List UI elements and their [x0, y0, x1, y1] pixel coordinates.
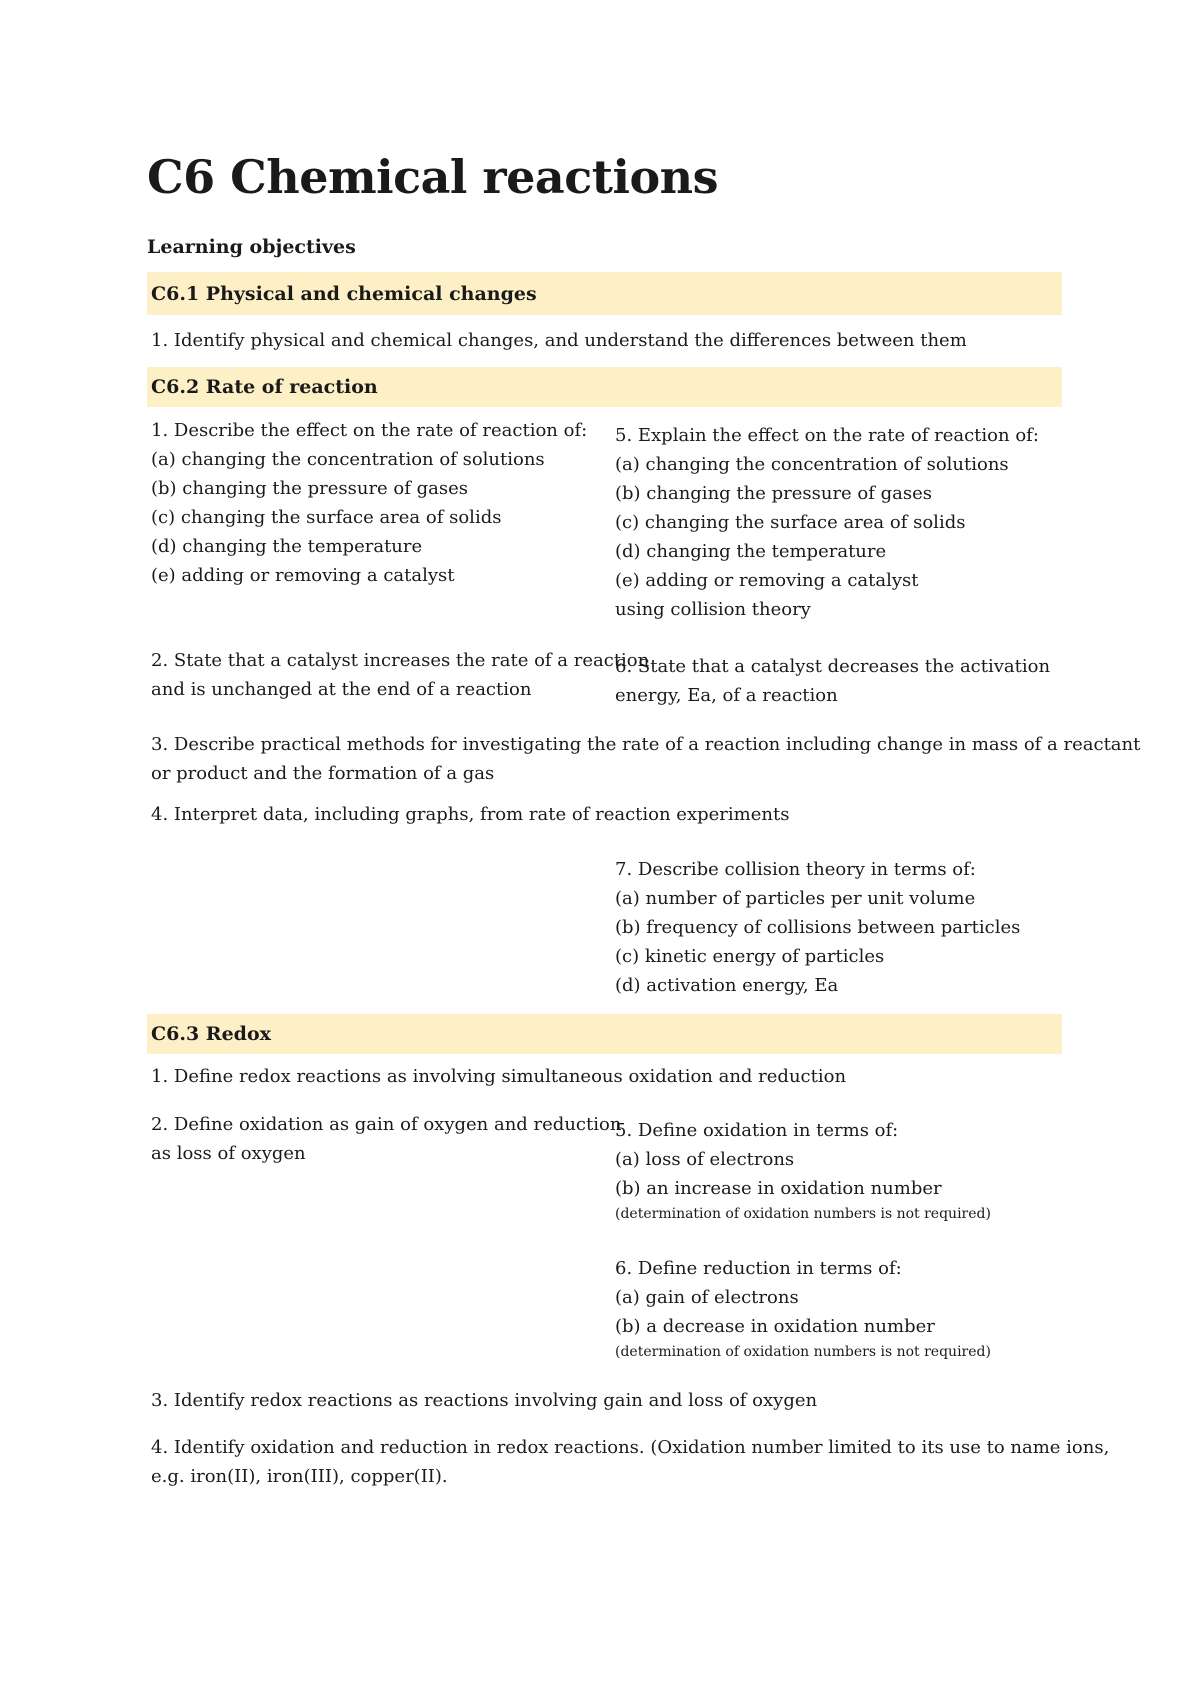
objective-line: 4. Identify oxidation and reduction in redox reactions. (Oxidation number limited to its use to name ions, — [151, 1437, 1110, 1458]
objective-line: (e) adding or removing a catalyst — [615, 570, 919, 591]
objective-line: 1. Identify physical and chemical changes, and understand the differences between them — [151, 330, 967, 351]
objective-line: (c) changing the surface area of solids — [151, 507, 502, 528]
objective-line: (b) an increase in oxidation number — [615, 1178, 942, 1199]
objective-line: (d) changing the temperature — [615, 541, 887, 562]
objective-line: (c) changing the surface area of solids — [615, 512, 966, 533]
objective-line: and is unchanged at the end of a reaction — [151, 679, 532, 700]
objective-line: (b) changing the pressure of gases — [615, 483, 933, 504]
learning-objectives-heading: Learning objectives — [147, 236, 356, 258]
objective-line: 6. State that a catalyst decreases the activation — [615, 656, 1051, 677]
objective-line: (a) gain of electrons — [615, 1287, 799, 1308]
section-heading-c6-2: C6.2 Rate of reaction — [147, 367, 1062, 407]
objective-line: 6. Define reduction in terms of: — [615, 1258, 902, 1279]
objective-c6-2-item-6 — [615, 652, 1060, 710]
objective-note: (determination of oxidation numbers is not required) — [615, 1344, 991, 1360]
objective-c6-1-item-1 — [151, 326, 1061, 355]
objective-line: 3. Identify redox reactions as reactions involving gain and loss of oxygen — [151, 1390, 818, 1411]
objective-line: 1. Describe the effect on the rate of reaction of: — [151, 420, 588, 441]
objective-line: (b) a decrease in oxidation number — [615, 1316, 935, 1337]
objective-line: 5. Define oxidation in terms of: — [615, 1120, 899, 1141]
objective-line: 1. Define redox reactions as involving simultaneous oxidation and reduction — [151, 1066, 847, 1087]
objective-c6-3-item-3 — [151, 1386, 1061, 1415]
objective-line: 2. State that a catalyst increases the rate of a reaction — [151, 650, 650, 671]
objective-line: 3. Describe practical methods for investigating the rate of a reaction including change in mass of a reactant — [151, 734, 1141, 755]
page-title: C6 Chemical reactions — [147, 150, 718, 204]
objective-line: (a) changing the concentration of solutions — [151, 449, 545, 470]
objective-line: (a) number of particles per unit volume — [615, 888, 976, 909]
objective-line: (a) changing the concentration of solutions — [615, 454, 1009, 475]
objective-line: (e) adding or removing a catalyst — [151, 565, 455, 586]
objective-line: as loss of oxygen — [151, 1143, 306, 1164]
objective-c6-2-item-4 — [151, 800, 1061, 829]
objective-c6-3-item-5 — [615, 1116, 1060, 1225]
objective-line: e.g. iron(II), iron(III), copper(II). — [151, 1466, 448, 1487]
objective-line: (c) kinetic energy of particles — [615, 946, 885, 967]
objective-line: (b) frequency of collisions between particles — [615, 917, 1021, 938]
objective-c6-3-item-2 — [151, 1110, 622, 1168]
objective-line: 4. Interpret data, including graphs, from rate of reaction experiments — [151, 804, 790, 825]
objective-c6-2-item-1 — [151, 416, 606, 590]
objective-c6-2-item-5 — [615, 421, 1060, 624]
objective-line: 2. Define oxidation as gain of oxygen and reduction — [151, 1114, 622, 1135]
section-heading-c6-1: C6.1 Physical and chemical changes — [147, 272, 1062, 315]
objective-line: 7. Describe collision theory in terms of: — [615, 859, 976, 880]
objective-c6-2-item-7 — [615, 855, 1060, 1000]
objective-c6-3-item-1 — [151, 1062, 1061, 1091]
objective-c6-3-item-6 — [615, 1254, 1060, 1363]
objective-line: energy, Ea, of a reaction — [615, 685, 838, 706]
section-heading-c6-3: C6.3 Redox — [147, 1014, 1062, 1054]
objective-c6-2-item-3 — [151, 730, 1141, 788]
objective-note: (determination of oxidation numbers is not required) — [615, 1206, 991, 1222]
objective-line: (b) changing the pressure of gases — [151, 478, 469, 499]
objective-line: (d) activation energy, Ea — [615, 975, 839, 996]
objective-line: or product and the formation of a gas — [151, 763, 495, 784]
objective-line: (a) loss of electrons — [615, 1149, 795, 1170]
objective-line: using collision theory — [615, 599, 811, 620]
objective-line: 5. Explain the effect on the rate of reaction of: — [615, 425, 1039, 446]
objective-c6-3-item-4 — [151, 1433, 1110, 1491]
objective-line: (d) changing the temperature — [151, 536, 423, 557]
objective-c6-2-item-2 — [151, 646, 650, 704]
